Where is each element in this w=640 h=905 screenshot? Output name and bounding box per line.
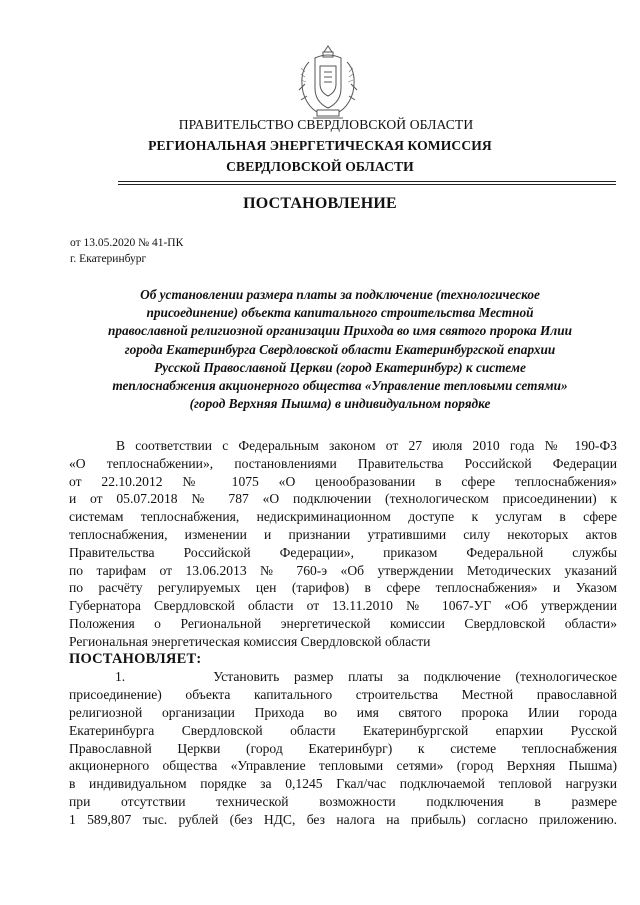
header-divider-top [118, 181, 616, 182]
header-region: СВЕРДЛОВСКОЙ ОБЛАСТИ [226, 159, 414, 174]
item-1-first-text: Установить размер платы за подключение (технологическое [213, 669, 617, 685]
item-1-line: акционерного общества «Управление тепловыми сетями» (город Верхняя Пышма) [69, 758, 617, 774]
subject-line: Об установлении размера платы за подключение (технологическое [140, 287, 540, 302]
preamble-last-line: Региональная энергетическая комиссия Свердловской области [69, 633, 431, 649]
item-1-line: 1 589,807 тыс. рублей (без НДС, без налога на прибыль) согласно приложению. [69, 811, 617, 827]
preamble-line: «О теплоснабжении», постановлениями Правительства Российской Федерации [69, 455, 617, 471]
subject-line: (город Верхняя Пышма) в индивидуальном порядке [189, 396, 491, 412]
preamble-line: по расчёту регулируемых цен (тарифов) в сфере теплоснабжения» и Указом [69, 580, 617, 596]
document-subject [60, 286, 620, 413]
header-divider-bottom [118, 184, 616, 185]
document-type-title: ПОСТАНОВЛЕНИЕ [243, 195, 397, 212]
header-government: ПРАВИТЕЛЬСТВО СВЕРДЛОВСКОЙ ОБЛАСТИ [178, 117, 474, 132]
subject-line: православной религиозной организации Прихода во имя святого пророка Илии [107, 323, 572, 339]
item-1-first-line [69, 668, 617, 686]
item-1-line: при отсутствии технической возможности подключения в размере [69, 793, 617, 809]
preamble-line: Правительства Российской Федерации», приказом Федеральной службы [69, 544, 617, 560]
coat-of-arms-emblem [295, 44, 361, 124]
preamble-line: В соответствии с Федеральным законом от 27 июля 2010 года № 190-ФЗ [116, 438, 617, 453]
preamble-line: системам теплоснабжения, недискриминационном доступе к услугам в сфере [69, 509, 617, 525]
preamble-line: Положения о Региональной энергетической комиссии Свердловской области» [69, 615, 617, 631]
item-1-line: Екатеринбурга Свердловской области Екатеринбургской епархии Русской [69, 722, 617, 738]
subject-line: города Екатеринбурга Свердловской области Екатеринбургской епархии [124, 341, 556, 357]
item-1-line: религиозной организации Прихода во имя святого пророка Илии города [69, 704, 617, 720]
document-city: г. Екатеринбург [70, 253, 147, 265]
subject-line: присоединение) объекта капитального строительства Местной [146, 305, 534, 321]
preamble-line: теплоснабжения, изменении и признании утратившими силу некоторых актов [69, 526, 617, 542]
preamble-line: Губернатора Свердловской области от 13.11.2010 № 1067-УГ «Об утверждении [69, 598, 617, 614]
subject-line: теплоснабжения акционерного общества «Управление тепловыми сетями» [112, 378, 568, 394]
item-1-line: присоединение) объекта капитального строительства Местной православной [69, 687, 617, 703]
item-1-line: в индивидуальном порядке за 0,1245 Гкал/час подключаемой тепловой нагрузки [69, 776, 617, 792]
header-commission: РЕГИОНАЛЬНАЯ ЭНЕРГЕТИЧЕСКАЯ КОМИССИЯ [148, 138, 492, 153]
item-1-line: Православной Церкви (город Екатеринбург) к системе теплоснабжения [69, 740, 617, 756]
preamble-line: и от 05.07.2018 № 787 «О подключении (технологическом присоединении) к [69, 491, 617, 507]
decree-heading: ПОСТАНОВЛЯЕТ: [69, 650, 202, 667]
item-1-number: 1. [115, 669, 126, 685]
preamble-line: по тарифам от 13.06.2013 № 760-э «Об утверждении Методических указаний [69, 562, 617, 578]
document-date-number: от 13.05.2020 № 41-ПК [70, 237, 184, 249]
document-body [69, 437, 617, 829]
subject-line: Русской Православной Церкви (город Екатеринбург) к системе [154, 359, 526, 375]
preamble-line: от 22.10.2012 № 1075 «О ценообразовании в сфере теплоснабжения» [69, 473, 617, 489]
